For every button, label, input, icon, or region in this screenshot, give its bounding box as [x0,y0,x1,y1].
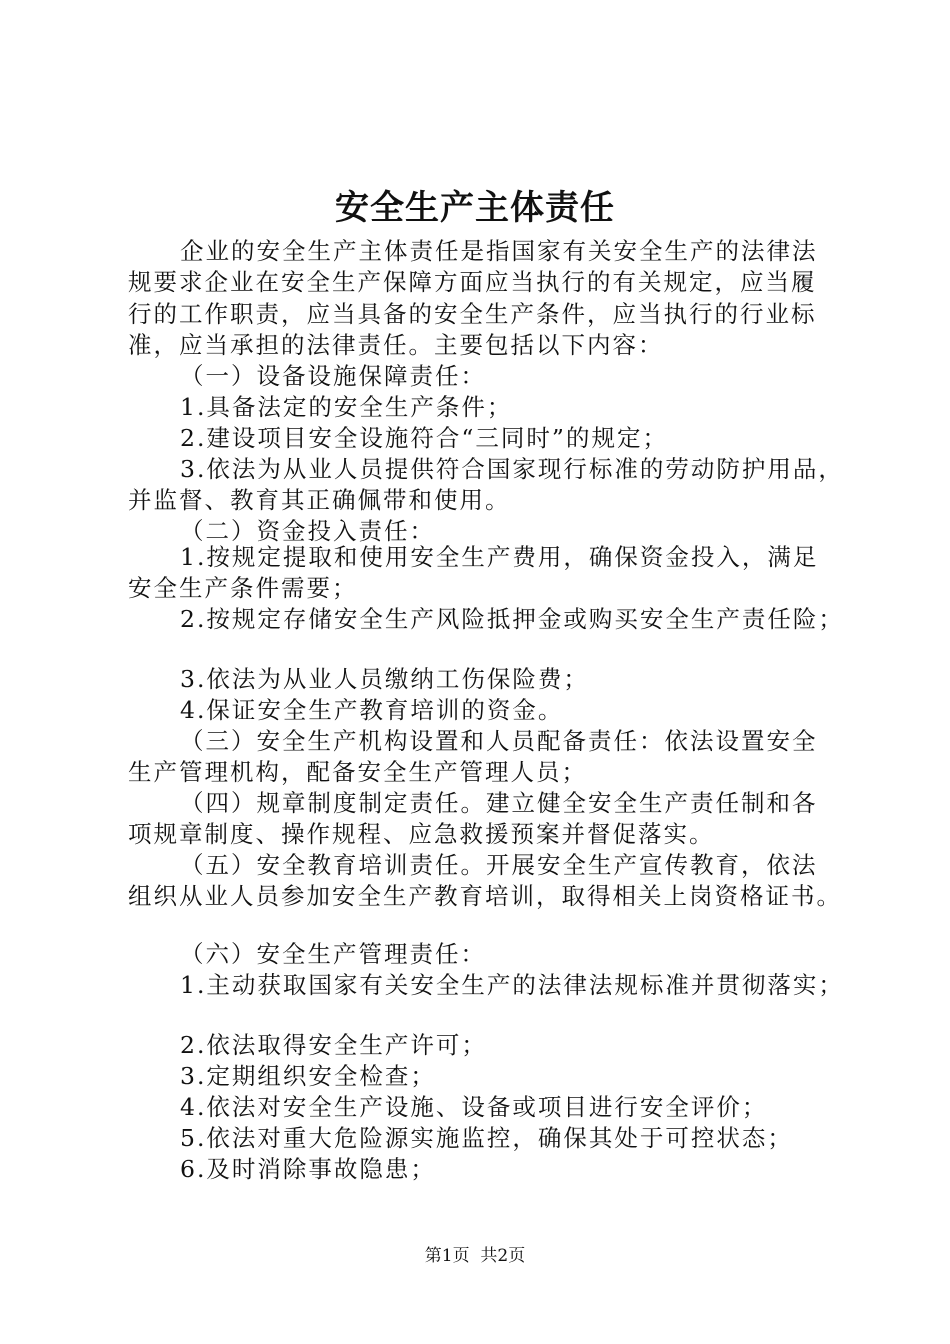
list-item: 4.依法对安全生产设施、设备或项目进行安全评价； [180,1093,768,1121]
list-item: 4.保证安全生产教育培训的资金。 [180,696,564,724]
body-line-4: 准，应当承担的法律责任。主要包括以下内容： [128,331,664,359]
body-line-1: 企业的安全生产主体责任是指国家有关安全生产的法律法 [180,237,818,265]
list-item: 1.按规定提取和使用安全生产费用，确保资金投入，满足 [180,543,819,571]
list-item: 3.定期组织安全检查； [180,1062,436,1090]
section-heading-5: （五）安全教育培训责任。开展安全生产宣传教育，依法 [180,851,818,879]
page-number-footer: 第1页 共2页 [424,1246,526,1266]
list-item: 2.按规定存储安全生产风险抵押金或购买安全生产责任险； [180,605,844,633]
list-item: 2.建设项目安全设施符合“三同时”的规定； [180,424,668,452]
list-item: 3.依法为从业人员提供符合国家现行标准的劳动防护用品， [180,455,844,483]
section-heading-1: （一）设备设施保障责任： [180,362,486,390]
section-heading-2: （二）资金投入责任： [180,517,435,545]
list-item: 1.具备法定的安全生产条件； [180,393,513,421]
list-item: 5.依法对重大危险源实施监控，确保其处于可控状态； [180,1124,793,1152]
list-item: 1.主动获取国家有关安全生产的法律法规标准并贯彻落实； [180,971,844,999]
section-text-continued: 组织从业人员参加安全生产教育培训，取得相关上岗资格证书。 [128,882,842,910]
section-heading-4: （四）规章制度制定责任。建立健全安全生产责任制和各 [180,789,818,817]
section-text-continued: 项规章制度、操作规程、应急救援预案并督促落实。 [128,820,715,848]
body-line-2: 规要求企业在安全生产保障方面应当执行的有关规定，应当履 [128,268,817,296]
document-title: 安全生产主体责任 [335,188,615,228]
list-item-continued: 并监督、教育其正确佩带和使用。 [128,486,511,514]
list-item: 6.及时消除事故隐患； [180,1155,436,1183]
list-item-continued: 安全生产条件需要； [128,574,358,602]
section-heading-6: （六）安全生产管理责任： [180,940,486,968]
list-item: 3.依法为从业人员缴纳工伤保险费； [180,665,589,693]
body-line-3: 行的工作职责，应当具备的安全生产条件，应当执行的行业标 [128,300,817,328]
list-item: 2.依法取得安全生产许可； [180,1031,487,1059]
section-heading-3: （三）安全生产机构设置和人员配备责任：依法设置安全 [180,727,818,755]
section-text-continued: 生产管理机构，配备安全生产管理人员； [128,758,587,786]
